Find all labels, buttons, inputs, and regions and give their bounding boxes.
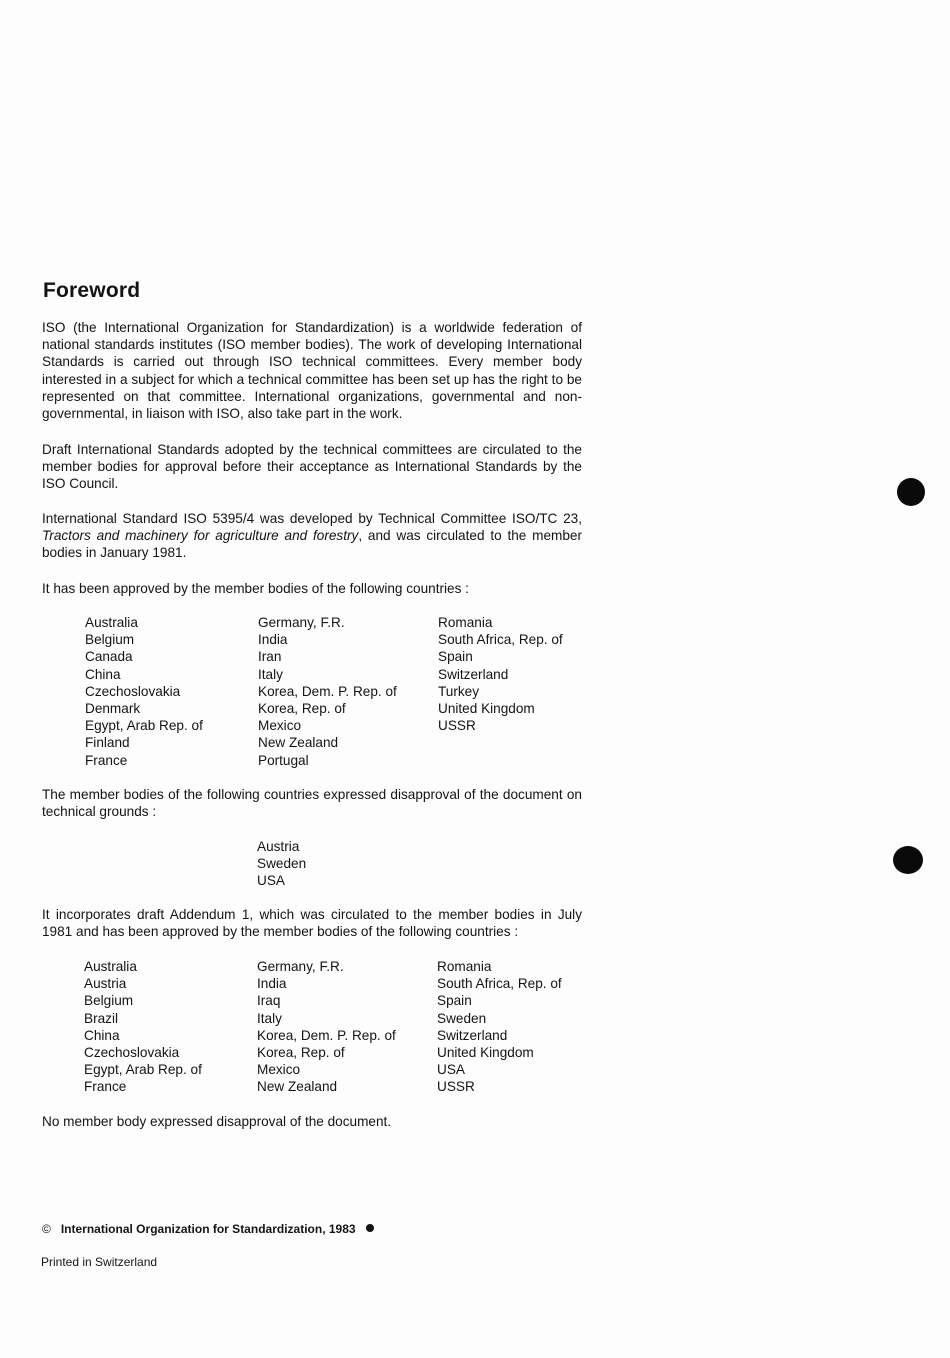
country-item: USA xyxy=(437,1062,465,1078)
country-item: USSR xyxy=(437,1079,475,1095)
country-item: Egypt, Arab Rep. of xyxy=(84,1062,202,1078)
country-item: New Zealand xyxy=(257,1079,338,1095)
country-item: Romania xyxy=(438,615,493,630)
country-item: Finland xyxy=(85,735,130,751)
approved-countries-col3 xyxy=(438,614,563,734)
country-item: China xyxy=(85,666,121,682)
country-item: India xyxy=(258,632,288,648)
country-item: Mexico xyxy=(257,1062,301,1078)
country-item: South Africa, Rep. of xyxy=(438,632,563,648)
country-item: USA xyxy=(257,873,285,889)
country-item: Austria xyxy=(84,976,127,992)
country-item: Sweden xyxy=(437,1010,487,1026)
country-item: Australia xyxy=(84,959,137,974)
development-text-start: International Standard ISO 5395/4 was developed by Technical Committee ISO/TC 23, xyxy=(42,511,582,526)
paragraph-addendum: It incorporates draft Addendum 1, which was circulated to the member bodies in July 1981 and has been approved by the member bodies of the following countries : xyxy=(42,907,582,940)
country-item: USSR xyxy=(438,718,476,734)
punch-hole-icon xyxy=(897,478,925,506)
country-item: Spain xyxy=(437,993,472,1009)
country-item: China xyxy=(84,1027,120,1043)
addendum-countries-col2 xyxy=(257,958,396,1096)
development-text-end: , and was circulated to the member bodies in January 1981. xyxy=(42,528,582,561)
printed-location: Printed in Switzerland xyxy=(41,1255,158,1269)
bullet-dot-icon xyxy=(366,1224,374,1232)
country-item: Germany, F.R. xyxy=(257,959,344,974)
country-item: Denmark xyxy=(85,701,141,717)
country-item: South Africa, Rep. of xyxy=(437,976,562,992)
country-item: Belgium xyxy=(85,632,135,648)
country-item: Czechoslovakia xyxy=(85,683,181,699)
country-item: Korea, Dem. P. Rep. of xyxy=(257,1027,396,1043)
country-item: Switzerland xyxy=(437,1027,508,1043)
country-item: Italy xyxy=(257,1010,282,1026)
country-item: Switzerland xyxy=(438,666,509,682)
paragraph-disapproval: The member bodies of the following countries expressed disapproval of the document on technical grounds : xyxy=(42,787,582,820)
paragraph-draft-standards: Draft International Standards adopted by the technical committees are circulated to the member bodies for approval before their acceptance as International Standards by the ISO Council. xyxy=(42,442,582,492)
addendum-countries-col3 xyxy=(437,958,562,1096)
country-item: Egypt, Arab Rep. of xyxy=(85,718,203,734)
paragraph-development xyxy=(42,510,582,562)
country-item: France xyxy=(84,1079,127,1095)
country-item: India xyxy=(257,976,287,992)
copyright-text: International Organization for Standardization, 1983 xyxy=(60,1222,356,1236)
country-item: Austria xyxy=(257,839,300,854)
country-item: Mexico xyxy=(258,718,302,734)
paragraph-no-disapproval: No member body expressed disapproval of the document. xyxy=(42,1114,392,1129)
country-item: Korea, Rep. of xyxy=(258,701,346,717)
country-item: France xyxy=(85,752,128,768)
country-item: Germany, F.R. xyxy=(258,615,345,630)
country-item: Turkey xyxy=(438,683,480,699)
country-item: New Zealand xyxy=(258,735,339,751)
country-item: Korea, Dem. P. Rep. of xyxy=(258,683,397,699)
approved-countries-col1 xyxy=(85,614,203,769)
country-item: Sweden xyxy=(257,856,307,872)
country-item: Italy xyxy=(258,666,283,682)
approved-countries-col2 xyxy=(258,614,397,769)
punch-hole-icon xyxy=(893,846,923,874)
copyright-symbol: © xyxy=(42,1222,51,1236)
country-item: Romania xyxy=(437,959,492,974)
country-item: Iran xyxy=(258,649,282,665)
country-item: United Kingdom xyxy=(437,1045,534,1061)
country-item: Korea, Rep. of xyxy=(257,1045,345,1061)
paragraph-approved-intro: It has been approved by the member bodies of the following countries : xyxy=(42,581,469,596)
country-item: Brazil xyxy=(84,1010,118,1026)
country-item: Iraq xyxy=(257,993,281,1009)
country-item: Canada xyxy=(85,649,133,665)
disapproving-countries xyxy=(257,838,306,890)
country-item: Australia xyxy=(85,615,138,630)
country-item: United Kingdom xyxy=(438,701,535,717)
country-item: Czechoslovakia xyxy=(84,1045,180,1061)
country-item: Spain xyxy=(438,649,473,665)
committee-title: Tractors and machinery for agriculture and forestry xyxy=(42,528,359,544)
addendum-countries-col1 xyxy=(84,958,202,1096)
paragraph-iso-intro: ISO (the International Organization for Standardization) is a worldwide federation of national standards institutes (ISO member bodies). The work of developing International Standards is carried out through ISO technical committees. Every member body interested in a subject for which a technical committee has been set up has the right to be represented on that committee. International organizations, governmental and non-governmental, in liaison with ISO, also take part in the work. xyxy=(42,320,582,422)
copyright-line xyxy=(42,1222,374,1236)
country-item: Portugal xyxy=(258,752,309,768)
page-title: Foreword xyxy=(43,279,141,302)
country-item: Belgium xyxy=(84,993,134,1009)
